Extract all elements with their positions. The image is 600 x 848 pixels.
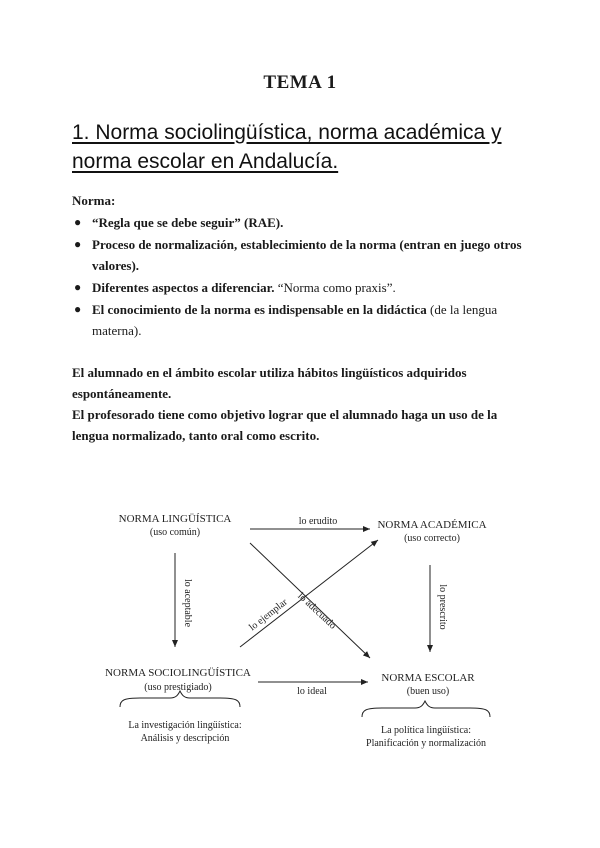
brace-left <box>120 691 240 707</box>
list-item: ● Proceso de normalización, establecimiento de la norma (entran en juego otros valores). <box>72 234 532 276</box>
norma-academica-label: NORMA ACADÉMICA <box>377 519 487 531</box>
politica-label: La política lingüística: <box>381 725 471 736</box>
norma-sociolinguistica-label: NORMA SOCIOLINGÜÍSTICA <box>105 667 251 679</box>
page-title: TEMA 1 <box>263 72 337 93</box>
label-lo-adecuado: lo adecuado <box>295 590 339 632</box>
norma-academica-sub: (uso correcto) <box>404 533 460 544</box>
paragraph-profesorado: El profesorado tiene como objetivo lograr que el alumnado haga un uso de la lengua normalizado, tanto oral como escrito. <box>72 407 498 443</box>
politica-sub: Planificación y normalización <box>366 738 486 749</box>
norma-escolar-label: NORMA ESCOLAR <box>381 672 475 684</box>
arrow-lo-ejemplar <box>240 540 378 647</box>
norma-sociolinguistica-sub: (uso prestigiado) <box>144 682 212 693</box>
label-lo-ejemplar: lo ejemplar <box>247 596 290 634</box>
bullet-icon: ● <box>74 280 82 294</box>
list-item: ● Diferentes aspectos a diferenciar. “Norma como praxis”. <box>72 277 532 298</box>
bullet-icon: ● <box>74 215 82 229</box>
bullet-icon: ● <box>74 237 82 251</box>
norma-bullet-list <box>72 212 532 342</box>
list-item: ● El conocimiento de la norma es indispensable en la didáctica (de la lengua materna). <box>72 299 532 341</box>
investigacion-label: La investigación lingüística: <box>128 720 242 731</box>
norma-escolar-sub: (buen uso) <box>406 686 450 697</box>
paragraph-alumnado: El alumnado en el ámbito escolar utiliza hábitos lingüísticos adquiridos espontáneamente. <box>72 365 467 401</box>
label-lo-aceptable: lo aceptable <box>182 578 193 628</box>
bullet-icon: ● <box>74 302 82 316</box>
section-heading: 1. Norma sociolingüística, norma académica y norma escolar en Andalucía. <box>72 121 502 173</box>
label-lo-ideal: lo ideal <box>297 686 327 697</box>
label-lo-prescrito: lo prescrito <box>437 584 448 630</box>
norma-diagram <box>100 495 520 765</box>
norma-label: Norma: <box>72 193 116 208</box>
list-item: ● “Regla que se debe seguir” (RAE). <box>72 212 532 233</box>
norma-linguistica-sub: (uso común) <box>149 527 201 538</box>
label-lo-erudito: lo erudito <box>298 516 338 527</box>
norma-linguistica-label: NORMA LINGÜÍSTICA <box>118 513 232 525</box>
brace-right <box>362 701 490 717</box>
investigacion-sub: Análisis y descripción <box>140 733 230 744</box>
